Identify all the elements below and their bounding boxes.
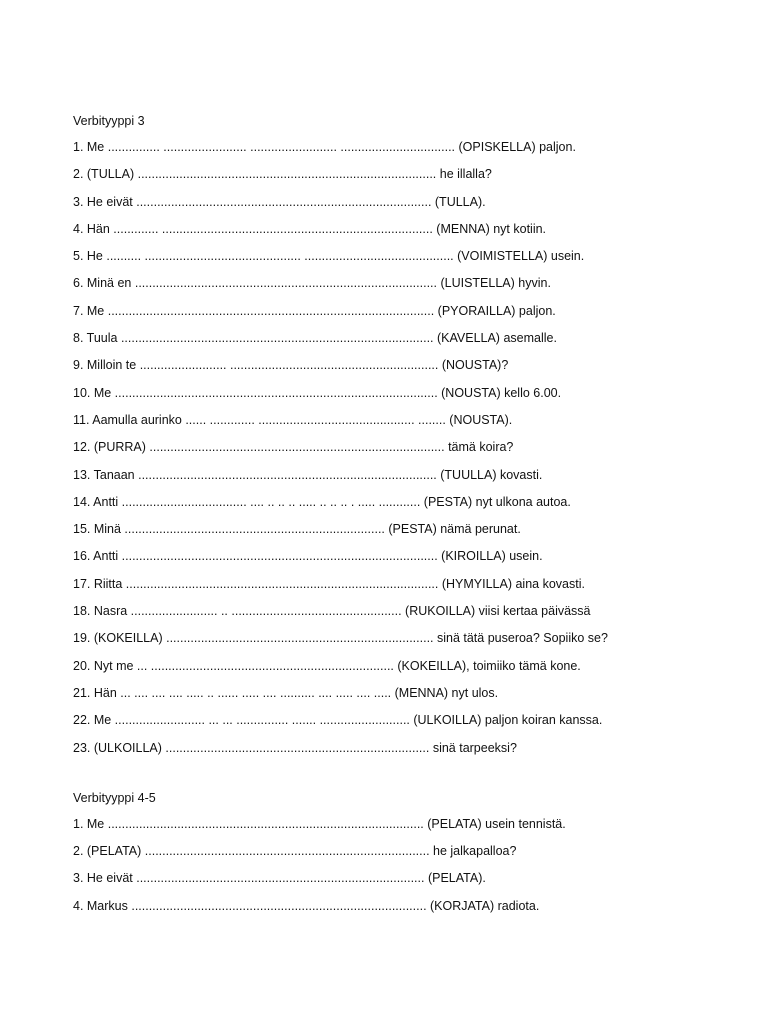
exercise-line: 13. Tanaan ...................................................................................... (TUULLA) kovasti. [73, 467, 543, 482]
section-heading: Verbityyppi 3 [73, 114, 145, 128]
section-heading: Verbityyppi 4-5 [73, 790, 156, 805]
exercise-line: 4. Markus ..................................................................................... (KORJATA) radiota. [73, 898, 540, 913]
exercise-line: 7. Me .............................................................................................. (PYORAILLA) paljon. [73, 303, 556, 318]
exercise-line: 18. Nasra ......................... .. ................................................. (RUKOILLA) viisi kertaa päivässä [73, 604, 591, 619]
exercise-line: 14. Antti .................................... .... .. .. .. ..... .. .. .. . ..... ............ (PESTA) nyt ulkona autoa. [73, 494, 571, 509]
exercise-line: 10. Me ............................................................................................. (NOUSTA) kello 6.00. [73, 385, 562, 400]
exercise-line: 20. Nyt me ... ...................................................................... (KOKEILLA), toimiiko tämä kone. [73, 658, 581, 673]
exercise-line: 3. He eivät ................................................................................... (PELATA). [73, 871, 486, 886]
exercise-line: 1. Me ............... ........................ ......................... ................................. (OPISKELLA) paljon. [73, 140, 576, 154]
exercise-line: 4. Hän ............. .............................................................................. (MENNA) nyt kotiin. [73, 221, 547, 236]
exercise-line: 6. Minä en ....................................................................................... (LUISTELLA) hyvin. [73, 276, 551, 291]
exercise-line: 12. (PURRA) ..................................................................................... tämä koira? [73, 440, 514, 455]
exercise-line: 11. Aamulla aurinko ...... ............. ............................................. ........ (NOUSTA). [73, 412, 513, 427]
exercise-line: 8. Tuula .......................................................................................... (KAVELLA) asemalle. [73, 331, 557, 346]
exercise-line: 17. Riitta .......................................................................................... (HYMYILLA) aina kovasti. [73, 576, 585, 591]
section-verbityyppi-4-5 [73, 788, 733, 920]
exercise-line: 23. (ULKOILLA) ............................................................................ sinä tarpeeksi? [73, 740, 517, 755]
exercise-line: 19. (KOKEILLA) ............................................................................. sinä tätä puseroa? Sopiiko se? [73, 631, 608, 646]
exercise-line: 2. (PELATA) .................................................................................. he jalkapalloa? [73, 844, 517, 859]
exercise-line: 21. Hän ... .... .... .... ..... .. ...... ..... .... .......... .... ..... .... ..... (MENNA) nyt ulos. [73, 685, 499, 700]
exercise-line: 2. (TULLA) ...................................................................................... he illalla? [73, 167, 492, 182]
worksheet-page [73, 111, 733, 920]
exercise-line: 15. Minä ........................................................................... (PESTA) nämä perunat. [73, 522, 521, 537]
exercise-line: 22. Me .......................... ... ... ............... ....... .......................... (ULKOILLA) paljon koiran kanssa. [73, 713, 603, 728]
section-verbityyppi-3 [73, 111, 733, 762]
exercise-line: 16. Antti ........................................................................................... (KIROILLA) usein. [73, 549, 543, 564]
exercise-line: 1. Me ........................................................................................... (PELATA) usein tennistä. [73, 816, 566, 831]
exercise-line: 5. He .......... ............................................. ........................................... (VOIMISTELLA) usein. [73, 249, 585, 264]
exercise-line: 3. He eivät ..................................................................................... (TULLA). [73, 194, 486, 209]
exercise-line: 9. Milloin te ......................... ............................................................ (NOUSTA)? [73, 358, 509, 373]
